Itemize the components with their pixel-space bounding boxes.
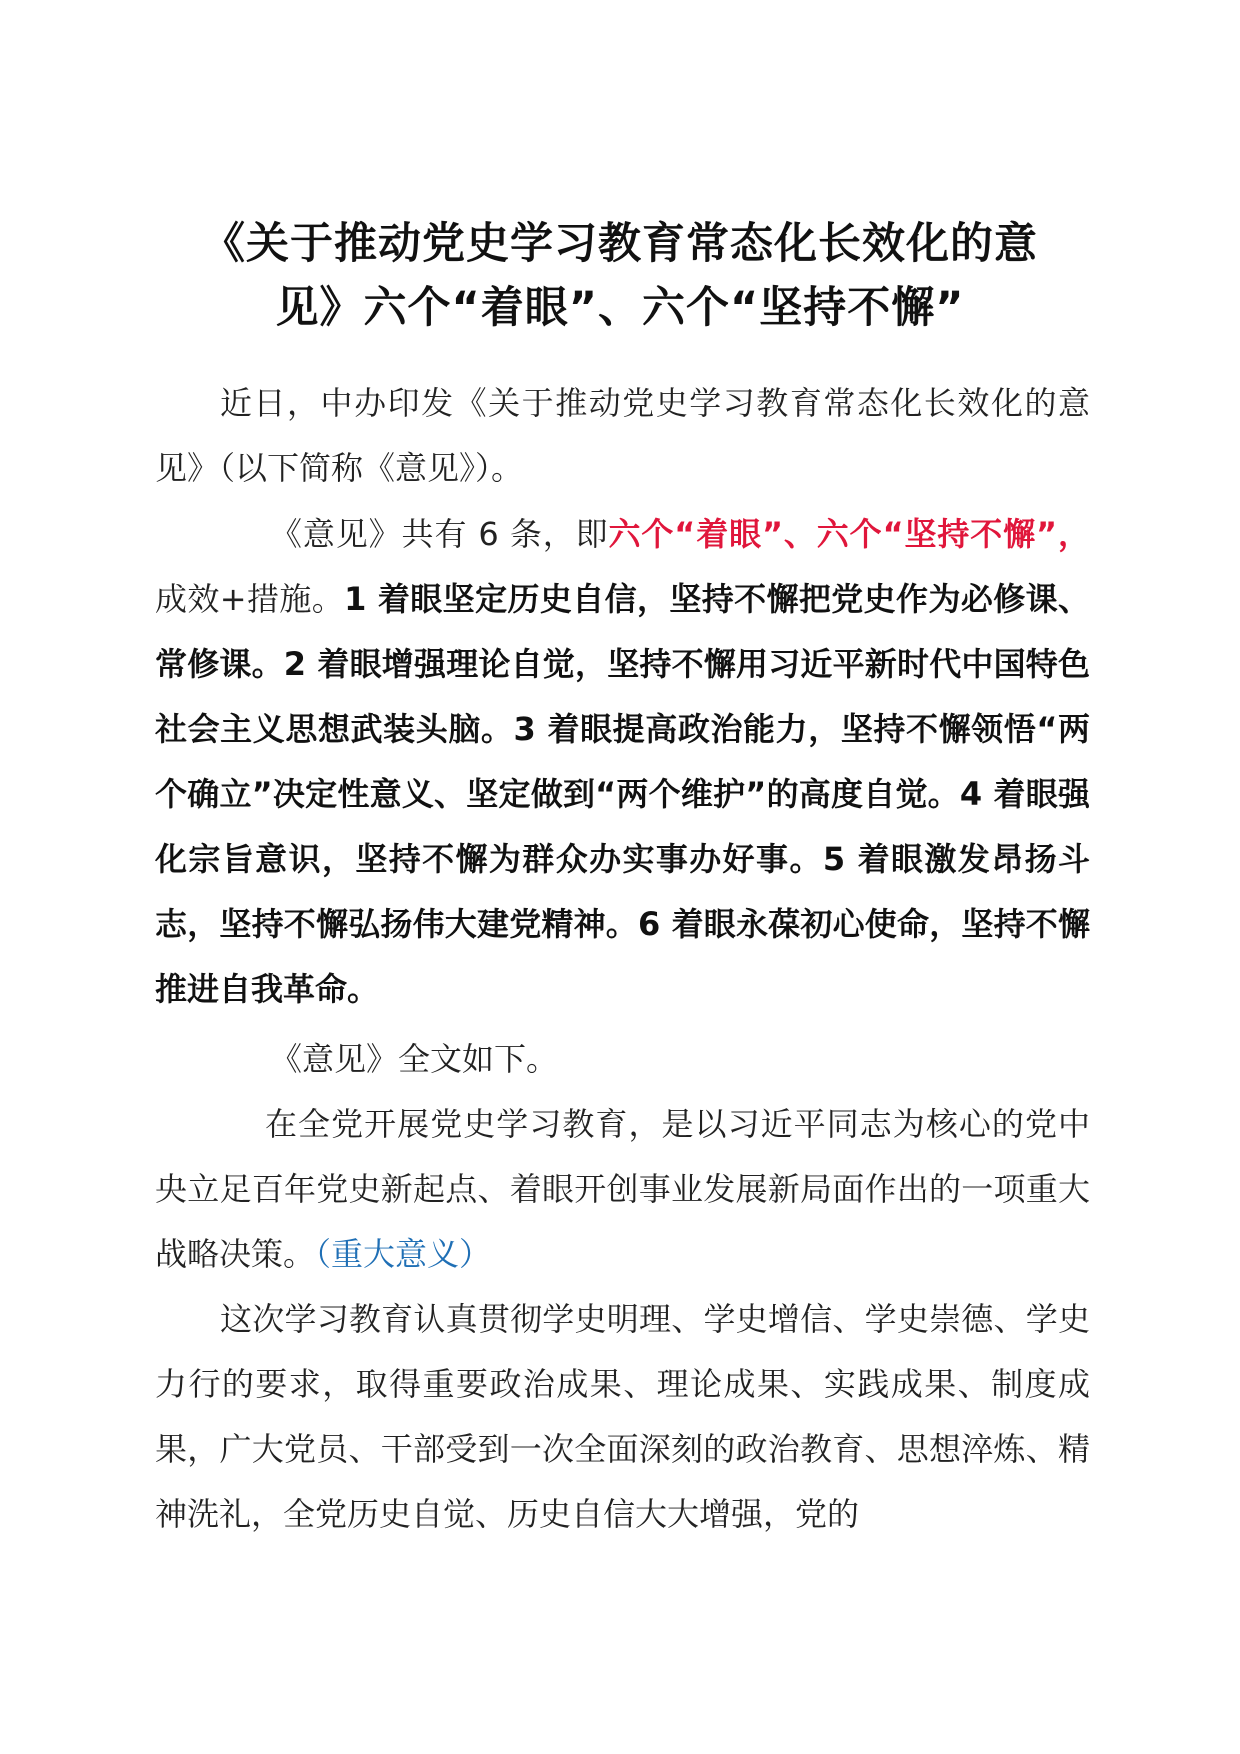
results-paragraph: 这次学习教育认真贯彻学史明理、学史增信、学史崇德、学史力行的要求，取得重要政治成果、理论成果、实践成果、制度成果，广大党员、干部受到一次全面深刻的政治教育、思想淬炼、精神洗礼，全党历史自觉、历史自信大大增强，党的: [155, 1300, 1090, 1533]
document-title-line-1: 《关于推动党史学习教育常态化长效化的意: [202, 219, 1038, 269]
document-title-line-2: 见》六个“着眼”、六个“坚持不懈”: [275, 283, 965, 333]
summary-lead: 《意见》共有 6 条，即: [270, 515, 609, 553]
significance-paragraph: [155, 1092, 1090, 1287]
summary-middle: 成效+措施。: [155, 580, 345, 618]
significance-note: （重大意义）: [315, 1235, 492, 1273]
summary-points: 1 着眼坚定历史自信，坚持不懈把党史作为必修课、常修课。2 着眼增强理论自觉，坚持不懈用习近平新时代中国特色社会主义思想武装头脑。3 着眼提高政治能力，坚持不懈领悟“两个确立”决定性意义、坚定做到“两个维护”的高度自觉。4 着眼强化宗旨意识，坚持不懈为群众办实事办好事。5 着眼激发昂扬斗志，坚持不懈弘扬伟大建党精神。6 着眼永葆初心使命，坚持不懈推进自我革命。: [155, 580, 1090, 1008]
significance-text: 在全党开展党史学习教育，是以习近平同志为核心的党中央立足百年党史新起点、着眼开创事业发展新局面作出的一项重大战略决策。: [155, 1105, 1090, 1273]
intro-paragraph: 近日，中办印发《关于推动党史学习教育常态化长效化的意见》（以下简称《意见》）。: [155, 384, 1090, 487]
summary-paragraph: [155, 502, 1090, 1022]
summary-highlight: 六个“着眼”、六个“坚持不懈”，: [608, 515, 1090, 553]
fulltext-intro-paragraph: 《意见》全文如下。: [270, 1040, 559, 1078]
